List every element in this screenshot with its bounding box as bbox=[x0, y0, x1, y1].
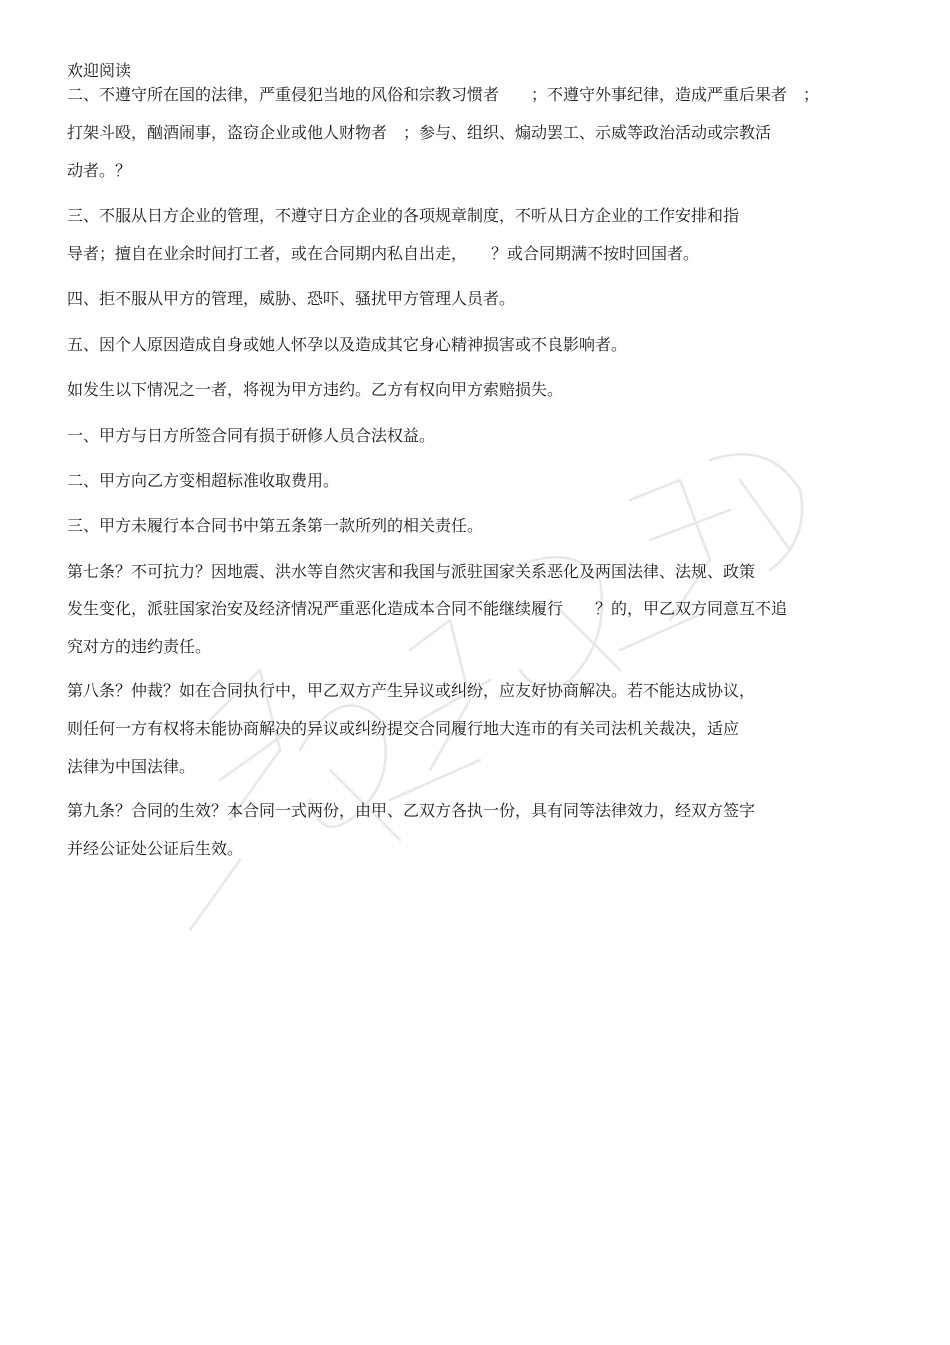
text-line: 第八条？仲裁？如在合同执行中，甲乙双方产生异议或纠纷，应友好协商解决。若不能达成协议， bbox=[67, 681, 756, 700]
text-line: 二、不遵守所在国的法律，严重侵犯当地的风俗和宗教习惯者 ；不遵守外事纪律，造成严重后果者 ； bbox=[67, 85, 820, 104]
page-header: 欢迎阅读 bbox=[67, 61, 132, 80]
text-line: 法律为中国法律。 bbox=[67, 757, 196, 776]
text-line: 动者。？ bbox=[67, 161, 132, 180]
text-line: 则任何一方有权将未能协商解决的异议或纠纷提交合同履行地大连市的有关司法机关裁决，适应 bbox=[67, 719, 740, 738]
text-line: 打架斗殴，酗酒闹事，盗窃企业或他人财物者 ；参与、组织、煽动罢工、示威等政治活动或宗教活 bbox=[67, 123, 772, 142]
text-line: 二、甲方向乙方变相超标准收取费用。 bbox=[67, 471, 340, 490]
text-line: 第九条？合同的生效？本合同一式两份，由甲、乙双方各执一份，具有同等法律效力，经双方签字 bbox=[67, 801, 756, 820]
text-line: 一、甲方与日方所签合同有损于研修人员合法权益。 bbox=[67, 426, 436, 445]
text-line: 发生变化，派驻国家治安及经济情况严重恶化造成本合同不能继续履行 ？的，甲乙双方同意互不追 bbox=[67, 599, 788, 618]
text-line: 四、拒不服从甲方的管理，威胁、恐吓、骚扰甲方管理人员者。 bbox=[67, 289, 516, 308]
text-line: 究对方的违约责任。 bbox=[67, 637, 212, 656]
text-line: 导者；擅自在业余时间打工者，或在合同期内私自出走， ？或合同期满不按时回国者。 bbox=[67, 244, 700, 263]
text-line: 第七条？不可抗力？因地震、洪水等自然灾害和我国与派驻国家关系恶化及两国法律、法规、政策 bbox=[67, 562, 756, 581]
text-line: 三、甲方未履行本合同书中第五条第一款所列的相关责任。 bbox=[67, 516, 484, 535]
text-line: 三、不服从日方企业的管理，不遵守日方企业的各项规章制度，不听从日方企业的工作安排和指 bbox=[67, 206, 740, 225]
text-line: 并经公证处公证后生效。 bbox=[67, 839, 244, 858]
text-line: 五、因个人原因造成自身或她人怀孕以及造成其它身心精神损害或不良影响者。 bbox=[67, 335, 628, 354]
text-line: 如发生以下情况之一者，将视为甲方违约。乙方有权向甲方索赔损失。 bbox=[67, 380, 564, 399]
